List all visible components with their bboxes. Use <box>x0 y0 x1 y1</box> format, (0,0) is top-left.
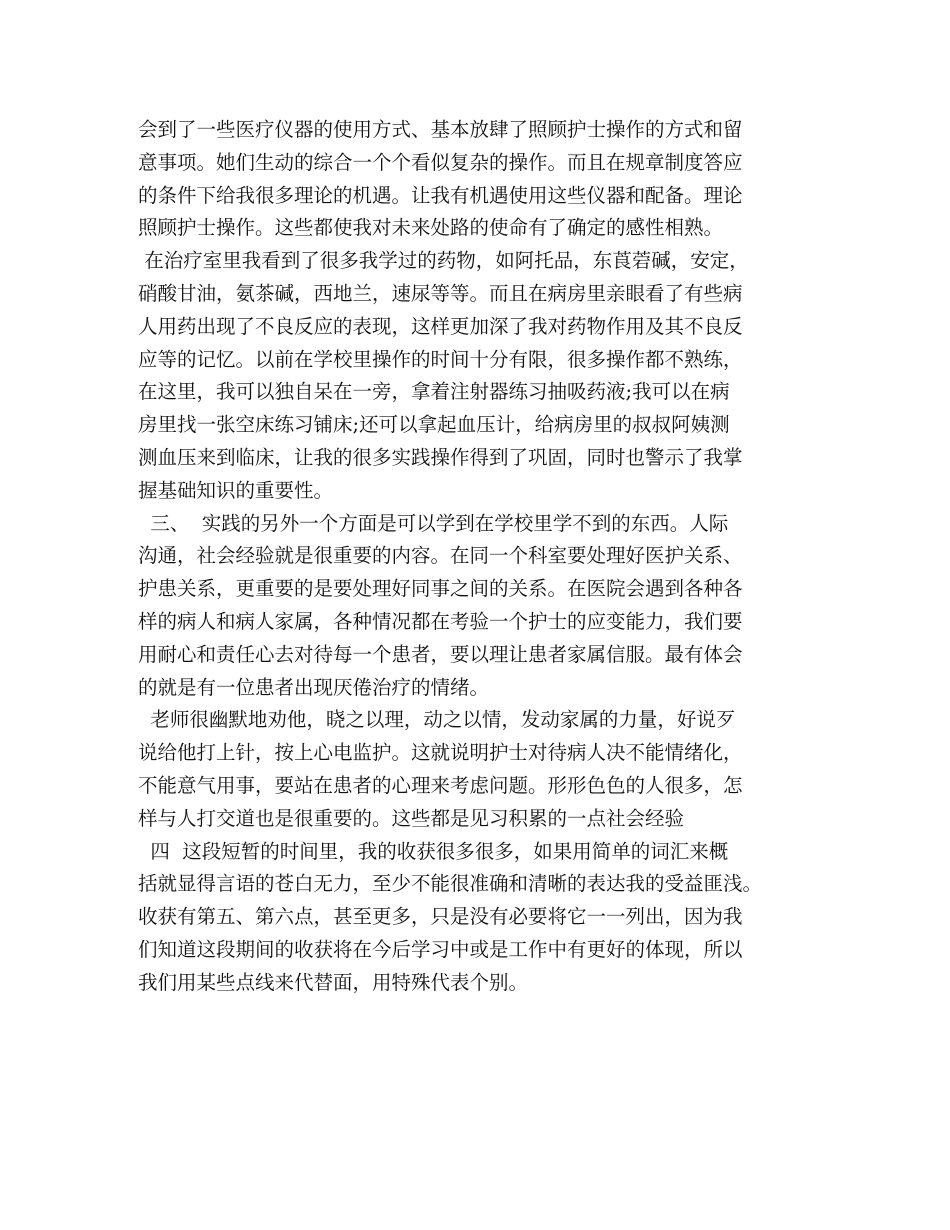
text-line: 照顾护士操作。这些都使我对未来处路的使命有了确定的感性相熟。 <box>138 216 724 240</box>
text-line: 样与人打交道也是很重要的。这些都是见习积累的一点社会经验 <box>138 806 685 830</box>
text-line: 硝酸甘油，氨茶碱，西地兰，速尿等等。而且在病房里亲眼看了有些病 <box>138 281 743 305</box>
text-line: 用耐心和责任心去对待每一个患者，要以理让患者家属信服。最有体会 <box>138 642 743 666</box>
text-line: 说给他打上针，按上心电监护。这就说明护士对待病人决不能情绪化， <box>138 741 743 765</box>
text-line: 四 这段短暂的时间里，我的收获很多很多，如果用简单的词汇来概 <box>138 839 729 863</box>
text-line: 意事项。她们生动的综合一个个看似复杂的操作。而且在规章制度答应 <box>138 150 743 174</box>
text-line: 收获有第五、第六点，甚至更多，只是没有必要将它一一列出，因为我 <box>138 905 743 929</box>
text-line: 应等的记忆。以前在学校里操作的时间十分有限，很多操作都不熟练， <box>138 347 743 371</box>
text-line: 我们用某些点线来代替面，用特殊代表个别。 <box>138 970 529 994</box>
text-line: 护患关系，更重要的是要处理好同事之间的关系。在医院会遇到各种各 <box>138 577 743 601</box>
text-line: 房里找一张空床练习铺床;还可以拿起血压计，给病房里的叔叔阿姨测 <box>138 413 730 437</box>
text-line: 不能意气用事，要站在患者的心理来考虑问题。形形色色的人很多，怎 <box>138 773 743 797</box>
text-line: 三、 实践的另外一个方面是可以学到在学校里学不到的东西。人际 <box>138 511 729 535</box>
text-line: 的就是有一位患者出现厌倦治疗的情绪。 <box>138 675 490 699</box>
text-line: 握基础知识的重要性。 <box>138 478 334 502</box>
text-line: 在这里，我可以独自呆在一旁，拿着注射器练习抽吸药液;我可以在病 <box>138 380 730 404</box>
text-line: 括就显得言语的苍白无力，至少不能很准确和清晰的表达我的受益匪浅。 <box>138 872 763 896</box>
text-line: 们知道这段期间的收获将在今后学习中或是工作中有更好的体现，所以 <box>138 937 743 961</box>
text-line: 老师很幽默地劝他，晓之以理，动之以情，发动家属的力量，好说歹 <box>138 708 736 732</box>
text-line: 人用药出现了不良反应的表现，这样更加深了我对药物作用及其不良反 <box>138 314 743 338</box>
text-line: 在治疗室里我看到了很多我学过的药物，如阿托品，东莨菪碱，安定， <box>138 249 749 273</box>
text-line: 会到了一些医疗仪器的使用方式、基本放肆了照顾护士操作的方式和留 <box>138 118 743 141</box>
text-line: 样的病人和病人家属，各种情况都在考验一个护士的应变能力，我们要 <box>138 609 743 633</box>
text-line: 沟通，社会经验就是很重要的内容。在同一个科室要处理好医护关系、 <box>138 544 743 568</box>
text-line: 的条件下给我很多理论的机遇。让我有机遇使用这些仪器和配备。理论 <box>138 183 743 207</box>
body-text <box>138 114 838 1000</box>
text-line: 测血压来到临床，让我的很多实践操作得到了巩固，同时也警示了我掌 <box>138 445 743 469</box>
